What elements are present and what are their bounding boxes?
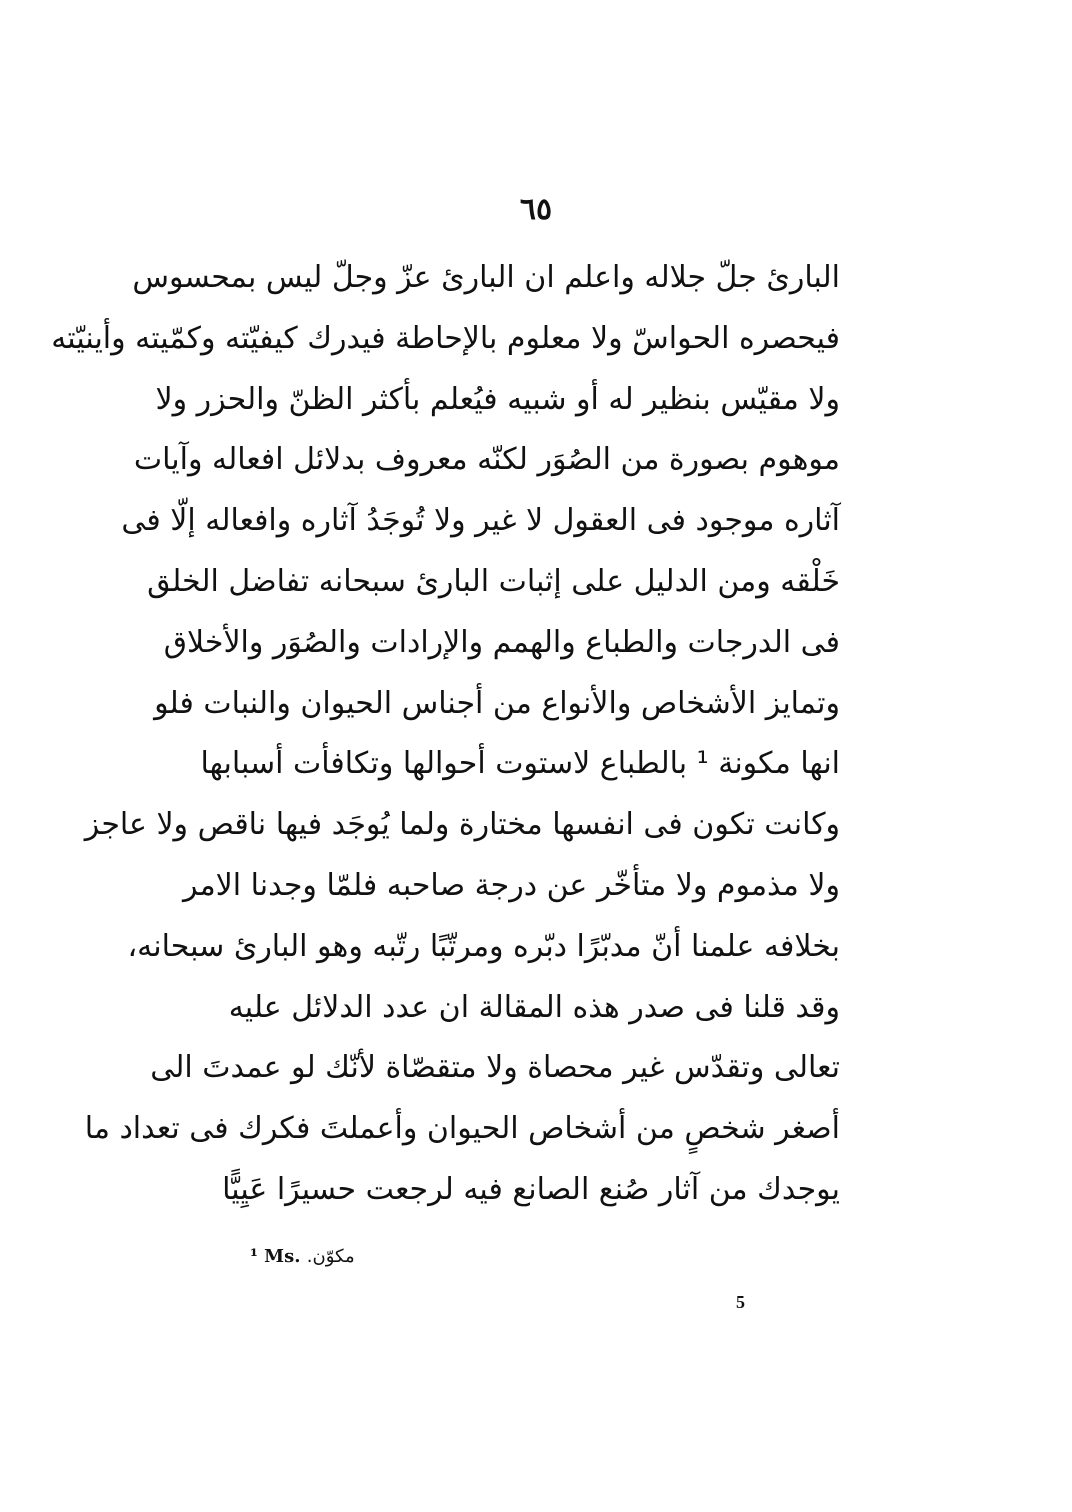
text-line: يوجدك من آثار صُنع الصانع فيه لرجعت حسيرًا عَيِيًّا [222, 1171, 840, 1207]
text-line: ولا مقيّس بنظير له أو شبيه فيُعلم بأكثر الظنّ والحزر ولا [155, 381, 840, 417]
text-line: فى الدرجات والطباع والهمم والإرادات والصُوَر والأخلاق [163, 624, 840, 660]
main-text-block [51, 248, 840, 1221]
text-line: البارئ جلّ جلاله واعلم ان البارئ عزّ وجلّ ليس بمحسوس [132, 260, 840, 295]
text-line: بخلافه علمنا أنّ مدبّرًا دبّره ومرتّبًا رتّبه وهو البارئ سبحانه، [127, 928, 840, 964]
footnote-label: Ms. [264, 1246, 301, 1267]
text-line: وتمايز الأشخاص والأنواع من أجناس الحيوان والنبات فلو [154, 685, 840, 721]
signature-mark: 5 [736, 1292, 745, 1312]
footnote-marker: ¹ [250, 1246, 258, 1267]
page-number: ٦٥ [519, 192, 553, 227]
text-line: وقد قلنا فى صدر هذه المقالة ان عدد الدلائل عليه [228, 989, 840, 1025]
footnote-arabic: مكوّن. [306, 1246, 355, 1267]
text-line: وكانت تكون فى انفسها مختارة ولما يُوجَد فيها ناقص ولا عاجز [84, 807, 840, 843]
text-line: تعالى وتقدّس غير محصاة ولا متقصّاة لأنّك لو عمدتَ الى [150, 1050, 840, 1086]
text-line: آثاره موجود فى العقول لا غير ولا تُوجَدُ آثاره وافعاله إلّا فى [121, 503, 840, 539]
text-line: خَلْقه ومن الدليل على إثبات البارئ سبحانه تفاضل الخلق [147, 563, 840, 599]
text-line: موهوم بصورة من الصُوَر لكنّه معروف بدلائل افعاله وآيات [133, 442, 840, 478]
footnote [250, 1246, 355, 1267]
text-line: ولا مذموم ولا متأخّر عن درجة صاحبه فلمّا وجدنا الامر [183, 867, 840, 903]
text-line: فيحصره الحواسّ ولا معلوم بالإحاطة فيدرك كيفيّته وكمّيته وأينيّته [51, 320, 840, 356]
text-line: انها مكونة ¹ بالطباع لاستوت أحوالها وتكافأت أسبابها [200, 746, 840, 782]
text-line: أصغر شخصٍ من أشخاص الحيوان وأعملتَ فكرك فى تعداد ما [84, 1111, 840, 1147]
